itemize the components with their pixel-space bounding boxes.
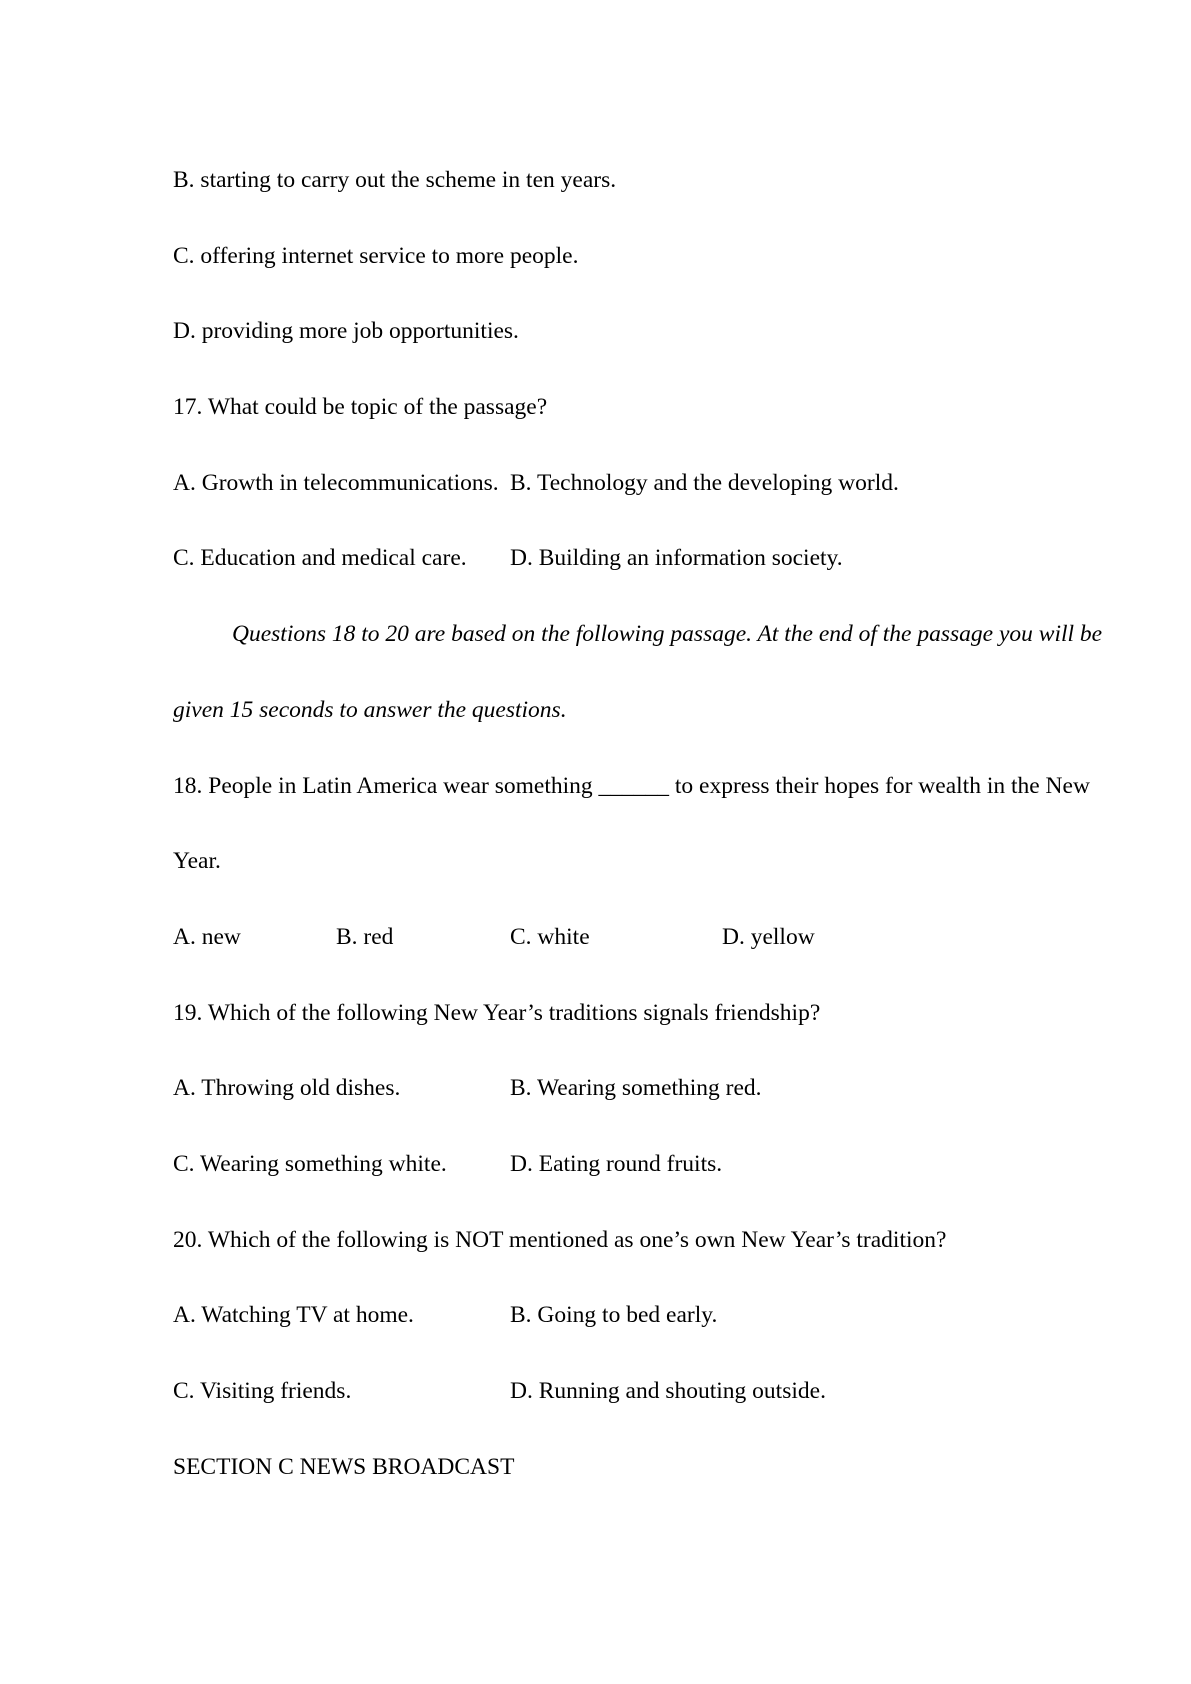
q18-option-a: A. new (173, 923, 241, 950)
q17-options-row-1 (0, 446, 1191, 522)
q17-option-a: A. Growth in telecommunications. (173, 469, 499, 496)
q17-options-row-2 (0, 521, 1191, 597)
passage-instruction-line-1: Questions 18 to 20 are based on the following passage. At the end of the passage you will be (232, 621, 1103, 648)
q19-option-d: D. Eating round fruits. (510, 1150, 723, 1177)
q20-option-b: B. Going to bed early. (510, 1302, 718, 1329)
q20-option-c: C. Visiting friends. (173, 1378, 352, 1404)
passage-instruction-line-2: given 15 seconds to answer the questions. (173, 696, 567, 723)
q19-options-row-2 (0, 1127, 1191, 1203)
q20-option-a: A. Watching TV at home. (173, 1302, 414, 1329)
q19-option-a: A. Throwing old dishes. (173, 1075, 401, 1102)
q19-option-b: B. Wearing something red. (510, 1075, 762, 1102)
q18-option-d: D. yellow (722, 923, 815, 950)
q19-question: 19. Which of the following New Year’s traditions signals friendship? (173, 999, 821, 1026)
q16-option-b-line: B. starting to carry out the scheme in ten years. (173, 167, 617, 193)
q17-option-d: D. Building an information society. (510, 545, 843, 572)
q18-option-b: B. red (336, 923, 394, 950)
q17-option-b: B. Technology and the developing world. (510, 469, 899, 496)
q19-options-row-1 (0, 1051, 1191, 1127)
q18-options-row (0, 900, 1191, 976)
q16-option-c-line: C. offering internet service to more people. (173, 242, 579, 269)
q17-question: 17. What could be topic of the passage? (173, 394, 548, 421)
q18-question-line-1: 18. People in Latin America wear something ______ to express their hopes for wealth in the New (173, 772, 1090, 799)
q20-option-d: D. Running and shouting outside. (510, 1378, 826, 1404)
q20-options-row-2 (0, 1354, 1191, 1430)
section-c-heading: SECTION C NEWS BROADCAST (173, 1453, 515, 1480)
q16-option-d-line: D. providing more job opportunities. (173, 318, 519, 345)
q20-options-row-1 (0, 1278, 1191, 1354)
q17-option-c: C. Education and medical care. (173, 545, 467, 572)
q18-question-line-2: Year. (173, 848, 221, 875)
q19-option-c: C. Wearing something white. (173, 1150, 447, 1177)
q20-question: 20. Which of the following is NOT mentioned as one’s own New Year’s tradition? (173, 1226, 947, 1253)
q18-option-c: C. white (510, 923, 590, 950)
